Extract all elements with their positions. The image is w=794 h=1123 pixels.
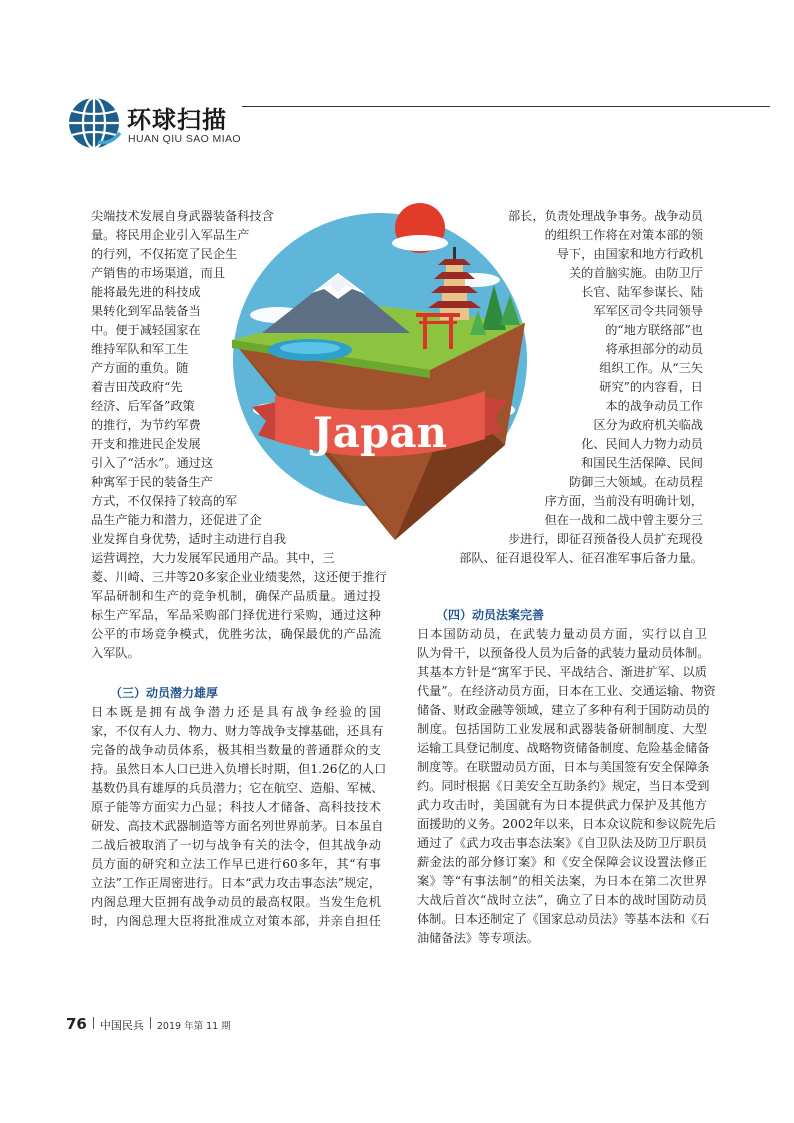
text-line: 着吉田茂政府“先 <box>91 380 183 394</box>
text-line: 日本国防动员，在武装力量动员方面，实行以自卫 <box>417 627 707 641</box>
banner-text: Japan <box>312 408 448 457</box>
text-line: 体制。日本还制定了《国家总动员法》等基本法和《石 <box>417 912 710 926</box>
text-line: 组织工作。从“三矢 <box>599 361 703 375</box>
text-line: 原子能等方面实力凸显；科技人才储备、高科技技术 <box>91 800 381 814</box>
text-line: 油储备法》等专项法。 <box>417 931 539 945</box>
text-line: 量。将民用企业引入军品生产 <box>91 228 250 242</box>
section-title: 环球扫描 <box>127 106 227 134</box>
text-line: 案》等“有事法制”的相关法案，为日本在第二次世界 <box>417 874 707 888</box>
text-line: 产方面的重负。随 <box>91 361 189 375</box>
text-line: 步进行，即征召预备役人员扩充现役 <box>508 532 703 546</box>
text-line: 入军队。 <box>91 646 140 660</box>
globe-icon <box>66 95 122 151</box>
text-line: 代量”。在经济动员方面，日本在工业、交通运输、物资 <box>417 684 716 698</box>
text-line: 其基本方针是“寓军于民、平战结合、渐进扩军、以质 <box>417 665 707 679</box>
text-line: 的推行，为节约军费 <box>91 418 201 432</box>
text-line: 持。虽然日本人口已进入负增长时期，但1.26亿的人口 <box>91 762 387 776</box>
text-line: 二战后被取消了一切与战争有关的法令，但其战争动 <box>91 838 381 852</box>
issue-label: 2019 年第 11 期 <box>156 1021 231 1032</box>
text-line: 立法”工作正周密进行。日本“武力攻击事态法”规定， <box>91 876 381 890</box>
text-line: 将承担部分的动员 <box>605 342 703 356</box>
text-line: 关的首脑实施。由防卫厅 <box>568 266 703 280</box>
magazine-name: 中国民兵 <box>99 1019 144 1032</box>
text-line: 序方面，当前没有明确计划， <box>544 494 703 508</box>
section-subtitle: HUAN QIU SAO MIAO <box>128 133 241 145</box>
text-line: 但在一战和二战中曾主要分三 <box>544 513 703 527</box>
text-line: 研发、高技术武器制造等方面名列世界前茅。日本虽自 <box>91 819 384 833</box>
text-line: 菱、川崎、三井等20多家企业业绩斐然，这还便于推行 <box>91 570 387 584</box>
text-line: 约。同时根据《日美安全互助条约》规定，当日本受到 <box>417 779 710 793</box>
text-line: 制度等。在联盟动员方面，日本与美国签有安全保障条 <box>417 760 710 774</box>
section-heading: （四）动员法案完善 <box>436 608 545 622</box>
text-line: 时，内阁总理大臣将批准成立对策本部，并亲自担任 <box>91 914 381 928</box>
text-line: 的“地方联络部”也 <box>605 323 703 337</box>
footer-divider <box>93 1017 94 1029</box>
text-line: 面援助的义务。2002年以来，日本众议院和参议院先后 <box>417 817 717 831</box>
text-line: 开支和推进民企发展 <box>91 437 201 451</box>
text-line: 化、民间人力物力动员 <box>581 437 703 451</box>
text-line: 制度。包括国防工业发展和武器装备研制制度、大型 <box>417 722 707 736</box>
text-line: 种寓军于民的装备生产 <box>91 475 213 489</box>
text-line: 内阁总理大臣拥有战争动员的最高权限。当发生危机 <box>91 895 381 909</box>
text-line: 研究”的内容看，日 <box>599 380 703 394</box>
text-line: 标生产军品，军品采购部门择优进行采购，通过这种 <box>91 608 381 622</box>
text-line: 本的战争动员工作 <box>605 399 703 413</box>
text-line: 产销售的市场渠道，而且 <box>91 266 226 280</box>
text-line: 区分为政府机关临战 <box>593 418 703 432</box>
text-line: 的行列，不仅拓宽了民企生 <box>91 247 238 261</box>
text-line: 大战后首次“战时立法”，确立了日本的战时国防动员 <box>417 893 707 907</box>
section-heading: （三）动员潜力雄厚 <box>110 686 219 700</box>
text-line: 导下，由国家和地方行政机 <box>556 247 703 261</box>
text-line: 尖端技术发展自身武器装备科技含 <box>91 209 274 223</box>
text-line: 队为骨干，以预备役人员为后备的武装力量动员体制。 <box>417 646 710 660</box>
text-line: 运输工具登记制度、战略物资储备制度、危险基金储备 <box>417 741 710 755</box>
page-header <box>66 95 770 155</box>
text-line: 员方面的研究和立法工作早已进行60多年，其“有事 <box>91 857 381 871</box>
text-line: 武力攻击时，美国就有为日本提供武力保护及其他方 <box>417 798 707 812</box>
text-line: 日本既是拥有战争潜力还是具有战争经验的国 <box>91 705 381 719</box>
text-line: 业发挥自身优势，适时主动进行自我 <box>91 532 286 546</box>
text-line: 部长，负责处理战争事务。战争动员 <box>508 209 703 223</box>
text-line: 长官、陆军参谋长、陆 <box>581 285 703 299</box>
header-divider <box>242 106 770 107</box>
text-line: 部队、征召退役军人、征召准军事后备力量。 <box>459 551 703 565</box>
text-line: 品生产能力和潜力，还促进了企 <box>91 513 262 527</box>
text-line: 维持军队和军工生 <box>91 342 189 356</box>
text-line: 通过了《武力攻击事态法案》《自卫队法及防卫厅职员 <box>417 836 707 850</box>
text-line: 引入了“活水”。通过这 <box>91 456 214 470</box>
text-line: 中。便于减轻国家在 <box>91 323 201 337</box>
text-line: 果转化到军品装备当 <box>91 304 201 318</box>
text-line: 方式，不仅保持了较高的军 <box>91 494 238 508</box>
text-line: 基数仍具有雄厚的兵员潜力；它在航空、造船、军械、 <box>91 781 384 795</box>
text-line: 家，不仅有人力、物力、财力等战争支撑基础，还具有 <box>91 724 384 738</box>
text-line: 薪金法的部分修订案》和《安全保障会议设置法修正 <box>417 855 707 869</box>
text-line: 军品研制和生产的竞争机制，确保产品质量。通过投 <box>91 589 381 603</box>
text-line: 防御三大领域。在动员程 <box>568 475 703 489</box>
text-line: 军军区司令共同领导 <box>593 304 703 318</box>
text-line: 运营调控，大力发展军民通用产品。其中，三 <box>91 551 335 565</box>
text-line: 经济、后军备”政策 <box>91 399 195 413</box>
text-line: 储备、财政金融等领域，建立了多种有利于国防动员的 <box>417 703 710 717</box>
text-line: 完备的战争动员体系，极其相当数量的普通群众的支 <box>91 743 381 757</box>
text-line: 的组织工作将在对策本部的领 <box>544 228 703 242</box>
text-line: 和国民生活保障、民间 <box>581 456 703 470</box>
japan-illustration <box>220 195 540 570</box>
page-footer <box>66 1015 231 1035</box>
page-number: 76 <box>66 1015 87 1033</box>
footer-divider <box>150 1017 151 1029</box>
text-line: 能将最先进的科技成 <box>91 285 201 299</box>
text-line: 公平的市场竞争模式，优胜劣汰，确保最优的产品流 <box>91 627 381 641</box>
